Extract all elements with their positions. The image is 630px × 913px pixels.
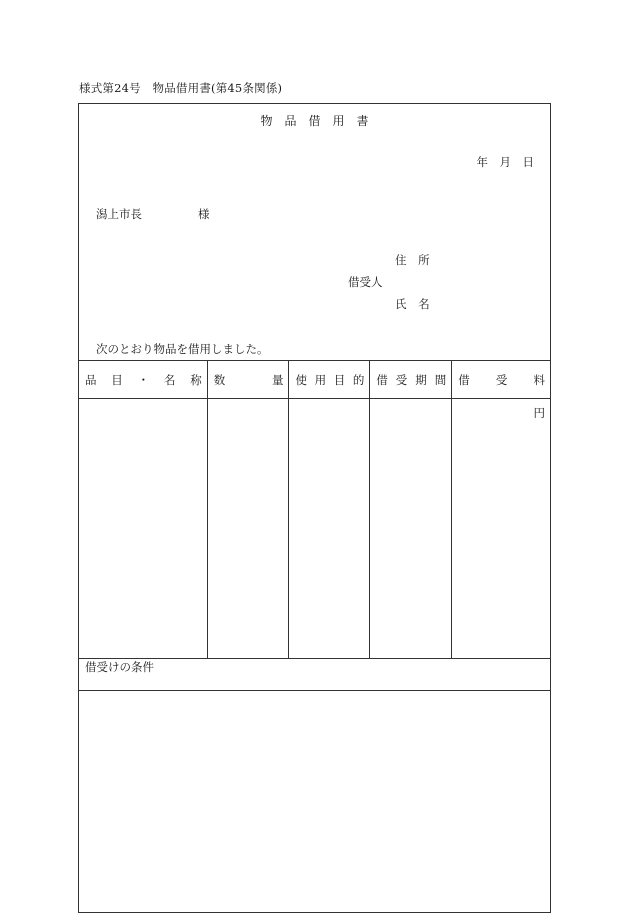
cell-fee (452, 399, 551, 659)
date-line: 年 月 日 (476, 155, 534, 169)
conditions-cell (79, 659, 551, 913)
header-char: 借 (458, 372, 470, 387)
addressee-name: 潟上市長 (96, 207, 142, 221)
table-row (79, 399, 551, 659)
header-char: 用 (314, 372, 327, 387)
items-table (78, 360, 551, 913)
header-char: 使 (295, 372, 307, 387)
header-quantity (207, 361, 289, 399)
cell-quantity (207, 399, 289, 659)
header-char: 目 (333, 372, 346, 387)
form-number: 様式第24号 物品借用書(第45条関係) (79, 81, 283, 95)
header-char: 名 (163, 372, 176, 387)
statement: 次のとおり物品を借用しました。 (96, 342, 269, 356)
header-char: 的 (352, 372, 365, 387)
cell-purpose (289, 399, 370, 659)
name-label: 氏 名 (395, 297, 430, 311)
form-title: 物 品 借 用 書 (260, 114, 369, 128)
header-char: 料 (533, 372, 545, 387)
header-char: 受 (395, 372, 408, 387)
header-period (370, 361, 452, 399)
yen-unit: 円 (533, 406, 545, 420)
header-char: 借 (376, 372, 388, 387)
header-item-name (79, 361, 208, 399)
cell-period (370, 399, 452, 659)
header-fee (452, 361, 551, 399)
borrower-label: 借受人 (348, 275, 383, 289)
addressee (96, 206, 210, 222)
header-char: 称 (190, 372, 202, 387)
addressee-suffix: 様 (198, 207, 210, 221)
table-header-row (79, 361, 551, 399)
header-char: 受 (495, 372, 508, 387)
header-char: 期 (415, 372, 427, 387)
header-char: 量 (271, 372, 284, 387)
header-char: ・ (137, 372, 150, 387)
header-purpose (289, 361, 370, 399)
header-char: 数 (213, 372, 226, 387)
header-char: 品 (85, 372, 97, 387)
cell-item-name (79, 399, 208, 659)
header-char: 目 (111, 372, 123, 387)
address-label: 住 所 (395, 253, 430, 267)
conditions-label: 借受けの条件 (85, 660, 154, 674)
conditions-row (79, 659, 551, 913)
form-frame (78, 103, 551, 691)
header-char: 間 (434, 372, 447, 387)
